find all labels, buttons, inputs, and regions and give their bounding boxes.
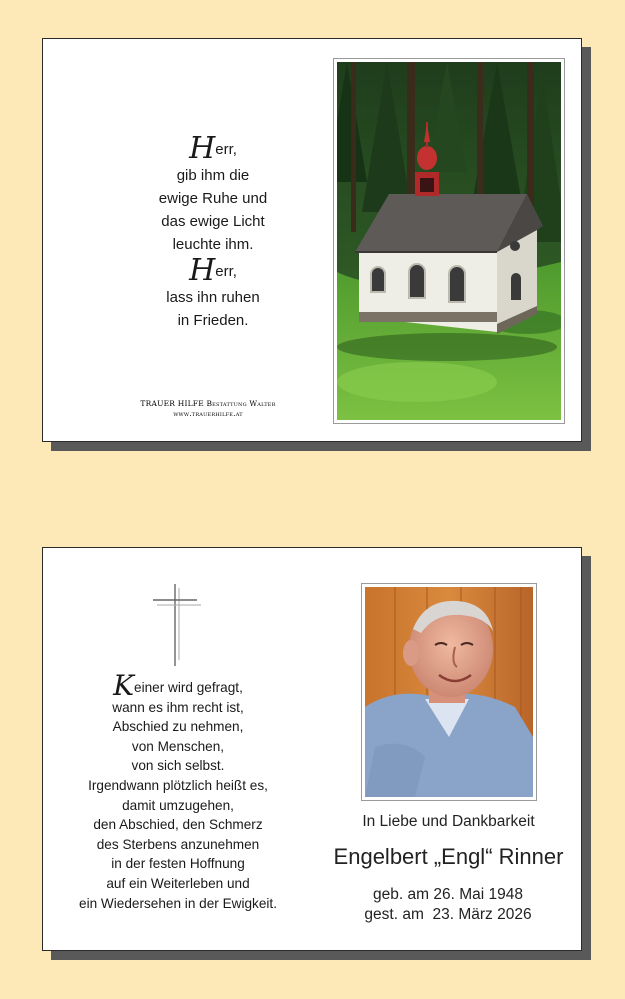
cross-icon xyxy=(151,584,201,666)
poem-line: Abschied zu nehmen, xyxy=(112,719,244,735)
prayer-text xyxy=(113,131,313,332)
poem-line: des Sterbens anzunehmen xyxy=(96,836,260,852)
poem-line: wann es ihm recht ist, xyxy=(112,699,244,715)
portrait-photo xyxy=(361,583,537,801)
prayer-initial: H xyxy=(189,253,216,288)
portrait-image xyxy=(365,587,533,797)
credit-url: www.trauerhilfe.at xyxy=(173,409,243,418)
memorial-poem xyxy=(68,669,288,913)
birth-date: geb. am 26. Mai 1948 xyxy=(373,886,523,903)
poem-line: den Abschied, den Schmerz xyxy=(93,817,263,833)
chapel-photo xyxy=(333,58,565,424)
dedication-text: In Liebe und Dankbarkeit xyxy=(362,813,535,830)
prayer-line: in Frieden. xyxy=(177,312,249,329)
prayer-line: gib ihm die xyxy=(176,167,250,184)
prayer-line: err, xyxy=(215,141,237,158)
poem-line: von Menschen, xyxy=(131,738,225,754)
poem-line: von sich selbst. xyxy=(131,758,225,774)
prayer-line: leuchte ihm. xyxy=(172,236,254,253)
death-date: gest. am 23. März 2026 xyxy=(364,906,532,923)
funeral-home-credit xyxy=(83,399,333,419)
prayer-line: das ewige Licht xyxy=(161,213,265,230)
life-dates xyxy=(343,885,553,925)
deceased-name: Engelbert „Engl“ Rinner xyxy=(333,844,564,869)
prayer-card xyxy=(42,38,582,442)
poem-line: Irgendwann plötzlich heißt es, xyxy=(88,777,268,793)
prayer-line: err, xyxy=(215,263,237,280)
prayer-line: ewige Ruhe und xyxy=(158,190,268,207)
chapel-image xyxy=(337,62,561,420)
poem-line: auf ein Weiterleben und xyxy=(106,875,250,891)
poem-line: einer wird gefragt, xyxy=(134,680,243,695)
credit-name: TRAUER HILFE Bestattung Walter xyxy=(140,399,276,408)
poem-line: damit umzugehen, xyxy=(122,797,234,813)
poem-line: in der festen Hoffnung xyxy=(111,856,245,872)
prayer-initial: H xyxy=(189,131,216,166)
poem-initial: K xyxy=(113,669,135,702)
memorial-card xyxy=(42,547,582,951)
poem-line: ein Wiedersehen in der Ewigkeit. xyxy=(79,895,277,911)
prayer-line: lass ihn ruhen xyxy=(166,289,260,306)
